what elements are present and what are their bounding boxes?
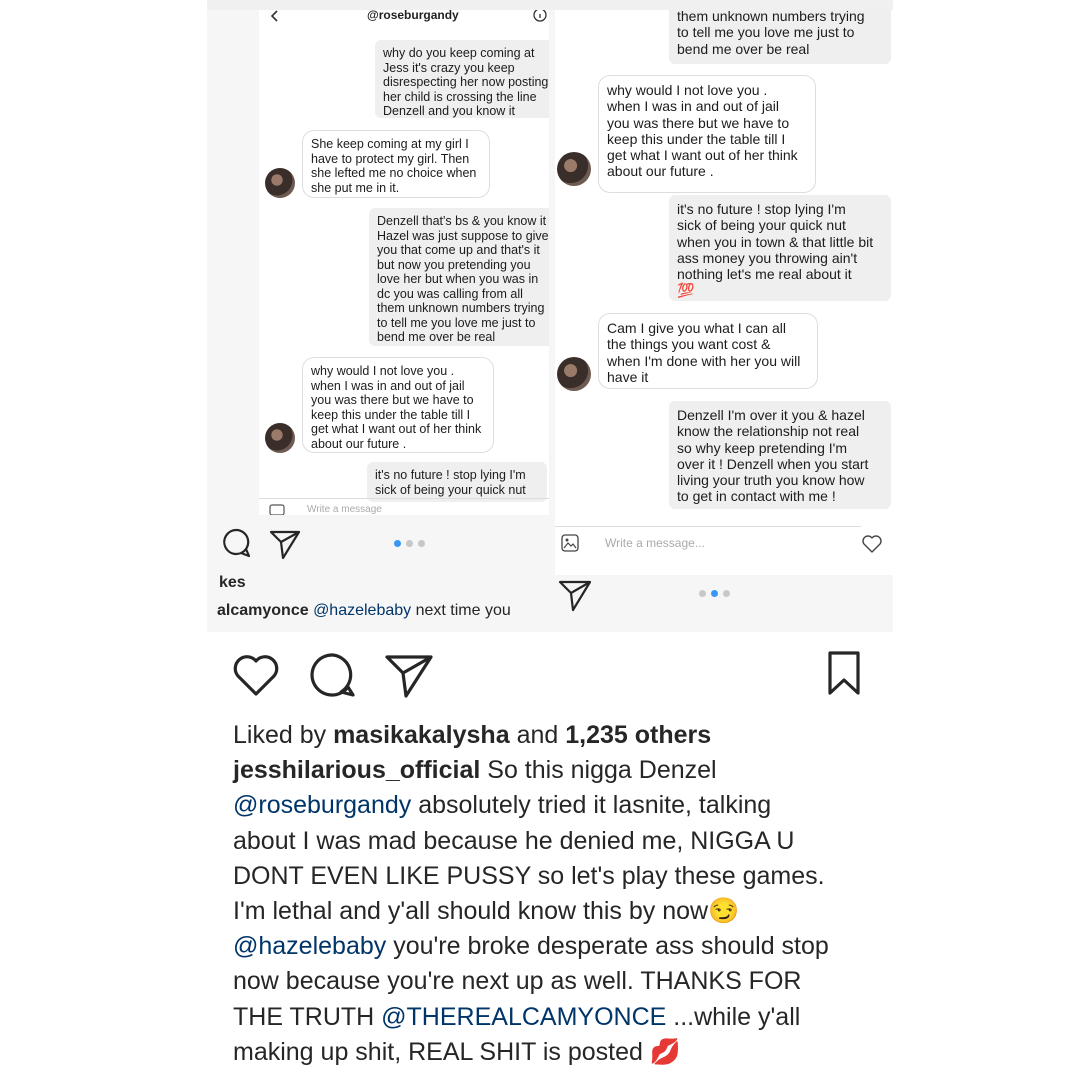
- bookmark-icon[interactable]: [826, 650, 862, 696]
- message-outgoing: them unknown numbers trying to tell me you love me just to bend me over be real: [669, 10, 891, 64]
- composer-placeholder[interactable]: Write a message...: [605, 536, 705, 550]
- info-icon[interactable]: [533, 10, 547, 22]
- caption-text: absolutely tried it lasnite, talking: [418, 791, 772, 820]
- caption-line: [233, 788, 873, 823]
- caption-line: I'm lethal and y'all should know this by now😏: [233, 897, 740, 926]
- caption-text: you're broke desperate ass should stop: [393, 932, 829, 961]
- carousel-dot-active: [711, 590, 718, 597]
- message-incoming: Cam I give you what I can all the things you want cost & when I'm done with her you will have it: [598, 313, 818, 389]
- like-heart-icon[interactable]: [232, 652, 280, 698]
- message-incoming: why would I not love you . when I was in and out of jail you was there but we have to keep this under the table till I get what I want out of her think about our future .: [598, 75, 816, 193]
- dm-thread-right: [555, 10, 893, 575]
- carousel-dot: [418, 540, 425, 547]
- caption-line: [233, 929, 873, 964]
- composer-placeholder[interactable]: Write a message: [307, 504, 382, 515]
- liked-by-line: [233, 718, 873, 753]
- caption-line: making up shit, REAL SHIT is posted 💋: [233, 1037, 681, 1066]
- screenshot-collage: [207, 0, 893, 632]
- comment-icon[interactable]: [221, 528, 251, 558]
- avatar: [265, 168, 295, 198]
- post-caption: [233, 718, 873, 1070]
- message-outgoing: it's no future ! stop lying I'm sick of being your quick nut: [367, 462, 547, 502]
- comment-icon[interactable]: [310, 652, 356, 698]
- share-icon[interactable]: [558, 578, 592, 612]
- composer-divider: [259, 498, 549, 499]
- carousel-dot: [723, 590, 730, 597]
- dm-header-username: @roseburgandy: [367, 10, 459, 22]
- comment-username[interactable]: alcamyonce: [217, 602, 309, 619]
- caption-mention[interactable]: @hazelebaby: [233, 932, 387, 961]
- message-outgoing: Denzell I'm over it you & hazel know the relationship not real so why keep pretending I'm over it ! Denzell when you start living your truth you know how to get in contact with me !: [669, 401, 891, 509]
- comment-mention[interactable]: @hazelebaby: [313, 602, 412, 619]
- message-outgoing: it's no future ! stop lying I'm sick of being your quick nut when you in town & that little bit ass money you throwing ain't nothing let's me real about it 💯: [669, 195, 891, 301]
- message-incoming: She keep coming at my girl I have to protect my girl. Then she lefted me no choice when she put me in it.: [302, 130, 490, 198]
- caption-line: about I was mad because he denied me, NIGGA U: [233, 826, 795, 855]
- likes-partial: kes: [219, 574, 246, 591]
- message-outgoing: Denzell that's bs & you know it Hazel was just suppose to give you that come up and that's it but now you pretending you love her but when you was in dc you was calling from all them unknown numbers trying to tell me you love me just to bend me over be real: [369, 208, 549, 346]
- message-outgoing: why do you keep coming at Jess it's crazy you keep disrespecting her now posting her child is crossing the line Denzell and you know it: [375, 40, 549, 118]
- comment-text: next time you: [415, 602, 511, 619]
- liked-prefix: Liked by: [233, 721, 327, 749]
- caption-line: DONT EVEN LIKE PUSSY so let's play these games.: [233, 861, 825, 890]
- caption-line: [233, 1000, 873, 1035]
- dm-thread-left: [259, 10, 549, 515]
- caption-text: ...while y'all: [673, 1002, 801, 1031]
- liked-username[interactable]: masikakalysha: [333, 721, 510, 749]
- avatar: [265, 423, 295, 453]
- caption-line: [233, 753, 873, 788]
- carousel-dot: [699, 590, 706, 597]
- gallery-icon[interactable]: [561, 534, 579, 552]
- back-chevron-icon[interactable]: [269, 10, 281, 22]
- caption-mention[interactable]: @roseburgandy: [233, 791, 412, 820]
- heart-icon[interactable]: [861, 534, 883, 554]
- avatar: [557, 357, 591, 391]
- comment-preview: [217, 602, 511, 620]
- message-incoming: why would I not love you . when I was in and out of jail you was there but we have to keep this under the table till I get what I want out of her think about our future .: [302, 357, 494, 453]
- composer-divider: [555, 526, 861, 527]
- carousel-dot-active: [394, 540, 401, 547]
- liked-and: and: [516, 721, 559, 749]
- avatar: [557, 152, 591, 186]
- caption-text: THE TRUTH: [233, 1002, 375, 1031]
- caption-mention[interactable]: @THEREALCAMYONCE: [381, 1002, 667, 1031]
- gallery-icon[interactable]: [269, 504, 285, 515]
- caption-text: So this nigga Denzel: [487, 756, 717, 785]
- liked-count[interactable]: 1,235 others: [565, 721, 712, 749]
- top-strip: [207, 0, 893, 10]
- caption-username[interactable]: jesshilarious_official: [233, 756, 481, 785]
- caption-line: now because you're next up as well. THANKS FOR: [233, 967, 802, 996]
- share-icon[interactable]: [384, 652, 434, 698]
- share-icon[interactable]: [269, 528, 301, 560]
- carousel-dot: [406, 540, 413, 547]
